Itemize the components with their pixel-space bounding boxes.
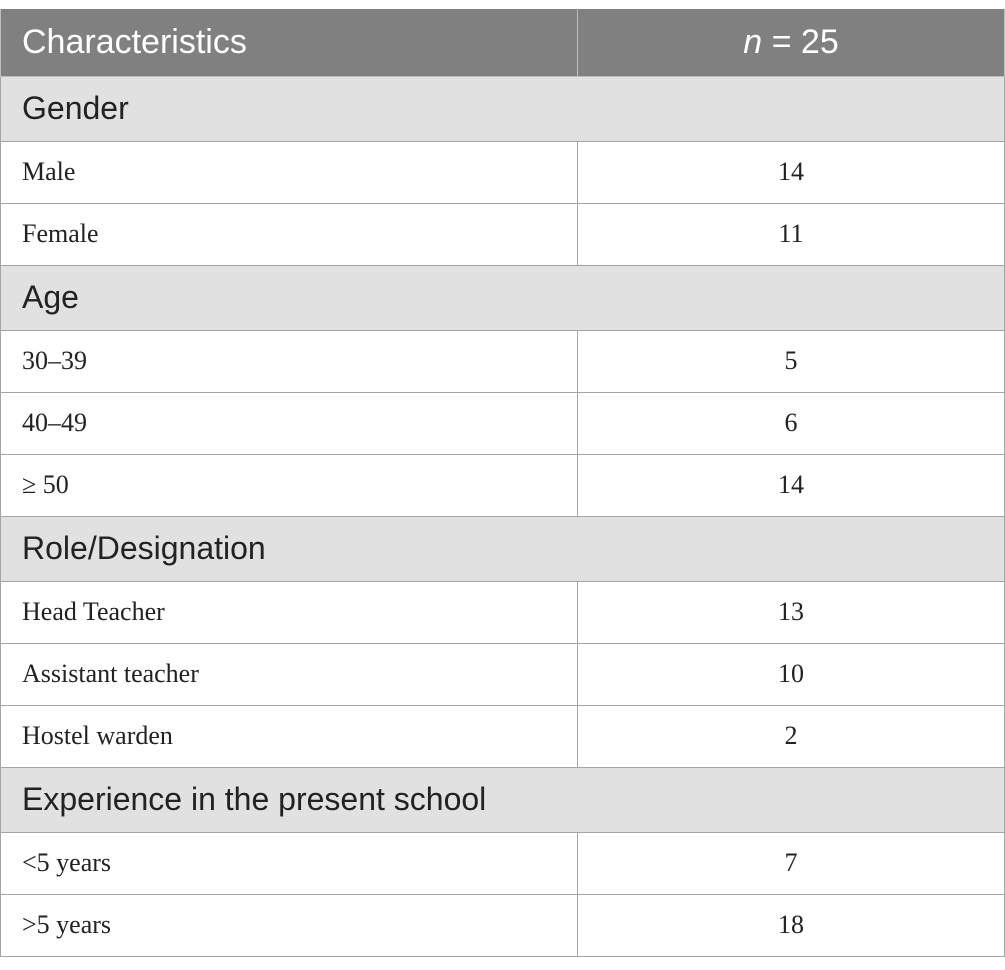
section-title: Experience in the present school <box>1 767 1005 832</box>
row-value: 14 <box>578 141 1005 203</box>
row-label: Assistant teacher <box>1 643 578 705</box>
section-title: Gender <box>1 76 1005 141</box>
row-value: 14 <box>578 454 1005 516</box>
row-value: 7 <box>578 832 1005 894</box>
table-row <box>1 330 1005 392</box>
table-row <box>1 581 1005 643</box>
row-label: <5 years <box>1 832 578 894</box>
header-row <box>1 9 1005 76</box>
row-value: 18 <box>578 894 1005 956</box>
table-body <box>1 76 1005 956</box>
row-label: Hostel warden <box>1 705 578 767</box>
header-characteristics: Characteristics <box>1 9 578 76</box>
section-row-role <box>1 516 1005 581</box>
row-value: 11 <box>578 203 1005 265</box>
row-label: 40–49 <box>1 392 578 454</box>
demographics-table <box>0 9 1005 957</box>
table-row <box>1 203 1005 265</box>
section-title: Age <box>1 265 1005 330</box>
row-value: 2 <box>578 705 1005 767</box>
row-label: ≥ 50 <box>1 454 578 516</box>
table-row <box>1 392 1005 454</box>
row-value: 5 <box>578 330 1005 392</box>
section-row-experience <box>1 767 1005 832</box>
table-row <box>1 894 1005 956</box>
header-n-symbol: n <box>743 22 763 61</box>
row-label: Head Teacher <box>1 581 578 643</box>
table-row <box>1 832 1005 894</box>
row-label: Male <box>1 141 578 203</box>
table-header <box>1 9 1005 76</box>
section-title: Role/Designation <box>1 516 1005 581</box>
row-label: Female <box>1 203 578 265</box>
header-sample-size <box>578 9 1005 76</box>
row-value: 10 <box>578 643 1005 705</box>
section-row-gender <box>1 76 1005 141</box>
table-row <box>1 643 1005 705</box>
row-value: 13 <box>578 581 1005 643</box>
row-label: 30–39 <box>1 330 578 392</box>
table-row <box>1 705 1005 767</box>
table-row <box>1 141 1005 203</box>
section-row-age <box>1 265 1005 330</box>
table-row <box>1 454 1005 516</box>
header-n-value: = 25 <box>771 22 839 61</box>
row-label: >5 years <box>1 894 578 956</box>
row-value: 6 <box>578 392 1005 454</box>
